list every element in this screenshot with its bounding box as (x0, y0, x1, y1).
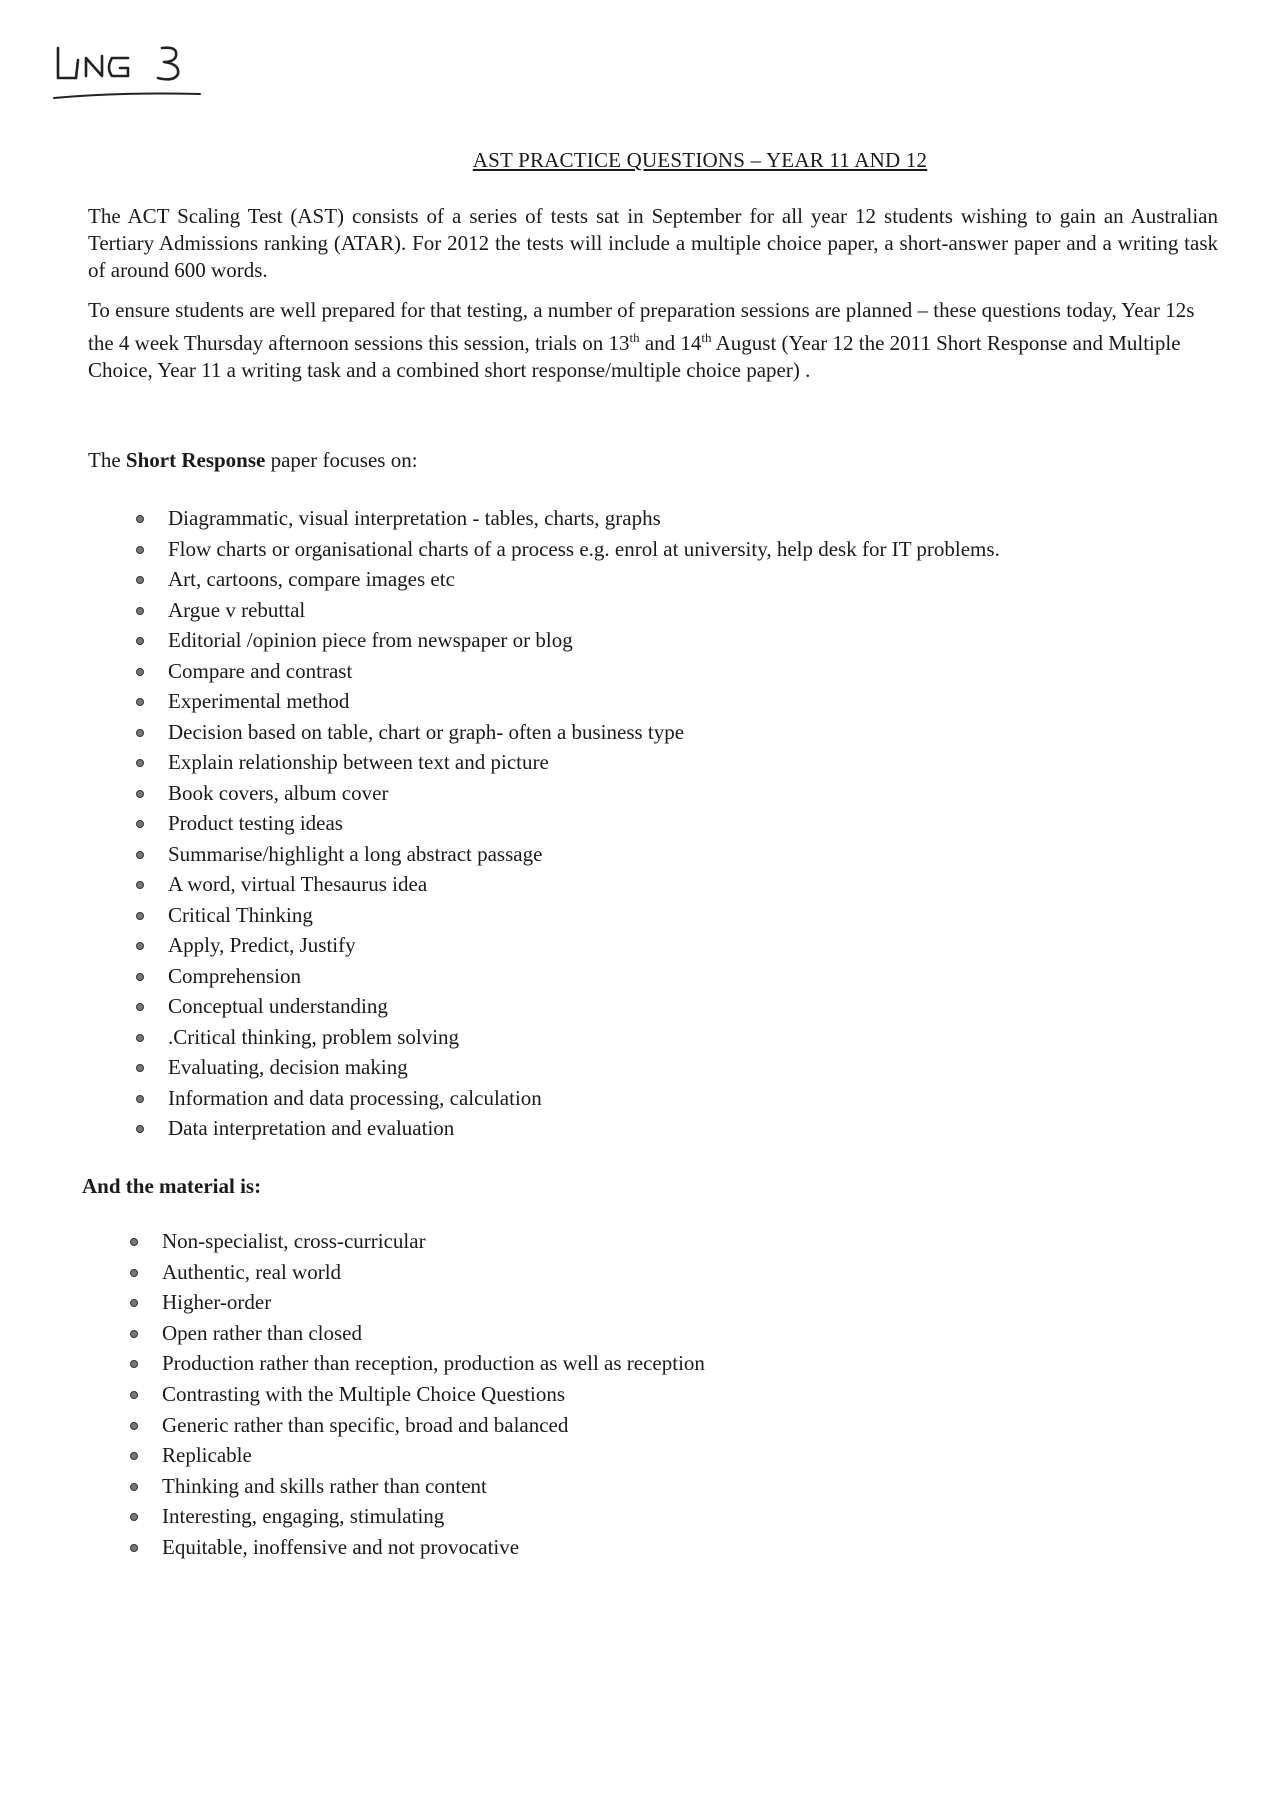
list-item-text: Art, cartoons, compare images etc (168, 567, 455, 591)
bullet-icon (130, 1238, 138, 1246)
list-item-text: Higher-order (162, 1290, 272, 1315)
bullet-icon (136, 851, 144, 859)
bullet-icon (136, 942, 144, 950)
bullet-icon (130, 1452, 138, 1460)
list-item-text: A word, virtual Thesaurus idea (168, 872, 428, 896)
bullet-icon (136, 1064, 144, 1072)
list-item (162, 1226, 705, 1257)
bullet-icon (136, 1095, 144, 1103)
list-item (168, 747, 1000, 778)
material-heading: And the material is: (82, 1174, 262, 1198)
list-item (162, 1532, 705, 1563)
list-item (168, 1052, 1000, 1083)
bullet-icon (130, 1360, 138, 1368)
list-item-text: Decision based on table, chart or graph- often a business type (168, 719, 685, 744)
handwritten-note-ling-3 (50, 34, 220, 114)
list-item-text: Critical Thinking (168, 902, 313, 927)
bullet-icon (130, 1330, 138, 1338)
list-item (168, 961, 1000, 992)
list-item (168, 808, 1000, 839)
list-item (162, 1318, 705, 1349)
preparation-paragraph (88, 297, 1218, 384)
list-item (168, 534, 1000, 565)
list-item (168, 717, 1000, 748)
bullet-icon (136, 912, 144, 920)
prep-text-2: and 14 (639, 331, 702, 355)
list-item-text: Evaluating, decision making (168, 1055, 408, 1079)
bullet-icon (136, 790, 144, 798)
list-item-text: Interesting, engaging, stimulating (162, 1504, 445, 1529)
prep-sup-2: th (701, 330, 712, 345)
list-item (168, 991, 1000, 1022)
list-item (168, 869, 1000, 900)
list-item-text: Non-specialist, cross-curricular (162, 1229, 426, 1253)
short-response-intro (88, 447, 1218, 474)
list-item (168, 1083, 1000, 1114)
list-item (162, 1410, 705, 1441)
list-item (162, 1501, 705, 1532)
list-item-text: Generic rather than specific, broad and balanced (162, 1412, 569, 1437)
list-item-text: Thinking and skills rather than content (162, 1473, 487, 1498)
list-item (162, 1287, 705, 1318)
list-item (162, 1471, 705, 1502)
bullet-icon (136, 881, 144, 889)
list-item (168, 900, 1000, 931)
list-item-text: Argue v rebuttal (168, 597, 306, 622)
bullet-icon (136, 576, 144, 584)
list-item-text: Authentic, real world (162, 1259, 342, 1284)
short-response-bold: Short Response (125, 448, 266, 472)
list-item (168, 839, 1000, 870)
bullet-icon (136, 668, 144, 676)
short-response-lead: The (88, 448, 126, 472)
list-item (168, 1113, 1000, 1144)
list-item-text: .Critical thinking, problem solving (168, 1024, 460, 1049)
bullet-icon (130, 1513, 138, 1521)
list-item (168, 1022, 1000, 1053)
list-item-text: Conceptual understanding (168, 994, 388, 1018)
list-item-text: Apply, Predict, Justify (168, 933, 356, 957)
bullet-icon (130, 1391, 138, 1399)
list-item-text: Compare and contrast (168, 658, 353, 683)
list-item (168, 625, 1000, 656)
bullet-icon (130, 1422, 138, 1430)
bullet-icon (136, 759, 144, 767)
list-item-text: Experimental method (168, 689, 350, 713)
list-item-text: Production rather than reception, production as well as reception (162, 1351, 705, 1376)
page-title: AST PRACTICE QUESTIONS – YEAR 11 AND 12 (472, 148, 928, 172)
list-item (168, 686, 1000, 717)
list-item-text: Open rather than closed (162, 1320, 363, 1345)
bullet-icon (136, 1034, 144, 1042)
bullet-icon (136, 820, 144, 828)
bullet-icon (136, 637, 144, 645)
bullet-icon (130, 1299, 138, 1307)
bullet-icon (136, 1125, 144, 1133)
list-item (162, 1257, 705, 1288)
list-item-text: Summarise/highlight a long abstract passage (168, 841, 543, 866)
list-item (162, 1379, 705, 1410)
prep-sup-1: th (629, 330, 640, 345)
list-item-text: Product testing ideas (168, 811, 343, 835)
bullet-icon (136, 729, 144, 737)
list-item (168, 503, 1000, 534)
list-item-text: Contrasting with the Multiple Choice Questions (162, 1381, 566, 1406)
list-item (162, 1348, 705, 1379)
list-item-text: Equitable, inoffensive and not provocative (162, 1534, 520, 1559)
list-item-text: Comprehension (168, 963, 301, 988)
list-item-text: Explain relationship between text and picture (168, 750, 549, 774)
bullet-icon (136, 1003, 144, 1011)
list-item (168, 930, 1000, 961)
short-response-list (168, 503, 1000, 1144)
prep-text-3: August (Year 12 the 2011 Short Response and Multiple Choice, Year 11 a writing task and a combined short response/multiple choice paper) . (88, 331, 1181, 382)
bullet-icon (130, 1483, 138, 1491)
list-item-text: Data interpretation and evaluation (168, 1116, 455, 1140)
bullet-icon (136, 607, 144, 615)
intro-paragraph: The ACT Scaling Test (AST) consists of a series of tests sat in September for all year 12 students wishing to gain an Australian Tertiary Admissions ranking (ATAR). For 2012 the tests will include a multiple choice paper, a short-answer paper and a writing task of around 600 words. (88, 204, 1218, 282)
list-item-text: Editorial /opinion piece from newspaper or blog (168, 628, 573, 652)
bullet-icon (130, 1544, 138, 1552)
short-response-tail: paper focuses on: (265, 448, 418, 472)
prep-text-1: To ensure students are well prepared for that testing, a number of preparation sessions are planned – these questions today, Year 12s the 4 week Thursday afternoon sessions this session, trials on 13 (88, 298, 1195, 355)
bullet-icon (130, 1269, 138, 1277)
bullet-icon (136, 546, 144, 554)
list-item (168, 595, 1000, 626)
bullet-icon (136, 698, 144, 706)
list-item (168, 564, 1000, 595)
bullet-icon (136, 515, 144, 523)
list-item (168, 778, 1000, 809)
list-item (168, 656, 1000, 687)
material-list (162, 1226, 705, 1563)
list-item-text: Information and data processing, calculation (168, 1085, 542, 1110)
list-item-text: Replicable (162, 1443, 252, 1468)
list-item-text: Diagrammatic, visual interpretation - tables, charts, graphs (168, 506, 661, 530)
list-item (162, 1440, 705, 1471)
bullet-icon (136, 973, 144, 981)
list-item-text: Flow charts or organisational charts of a process e.g. enrol at university, help desk for IT problems. (168, 536, 1000, 561)
list-item-text: Book covers, album cover (168, 780, 389, 805)
